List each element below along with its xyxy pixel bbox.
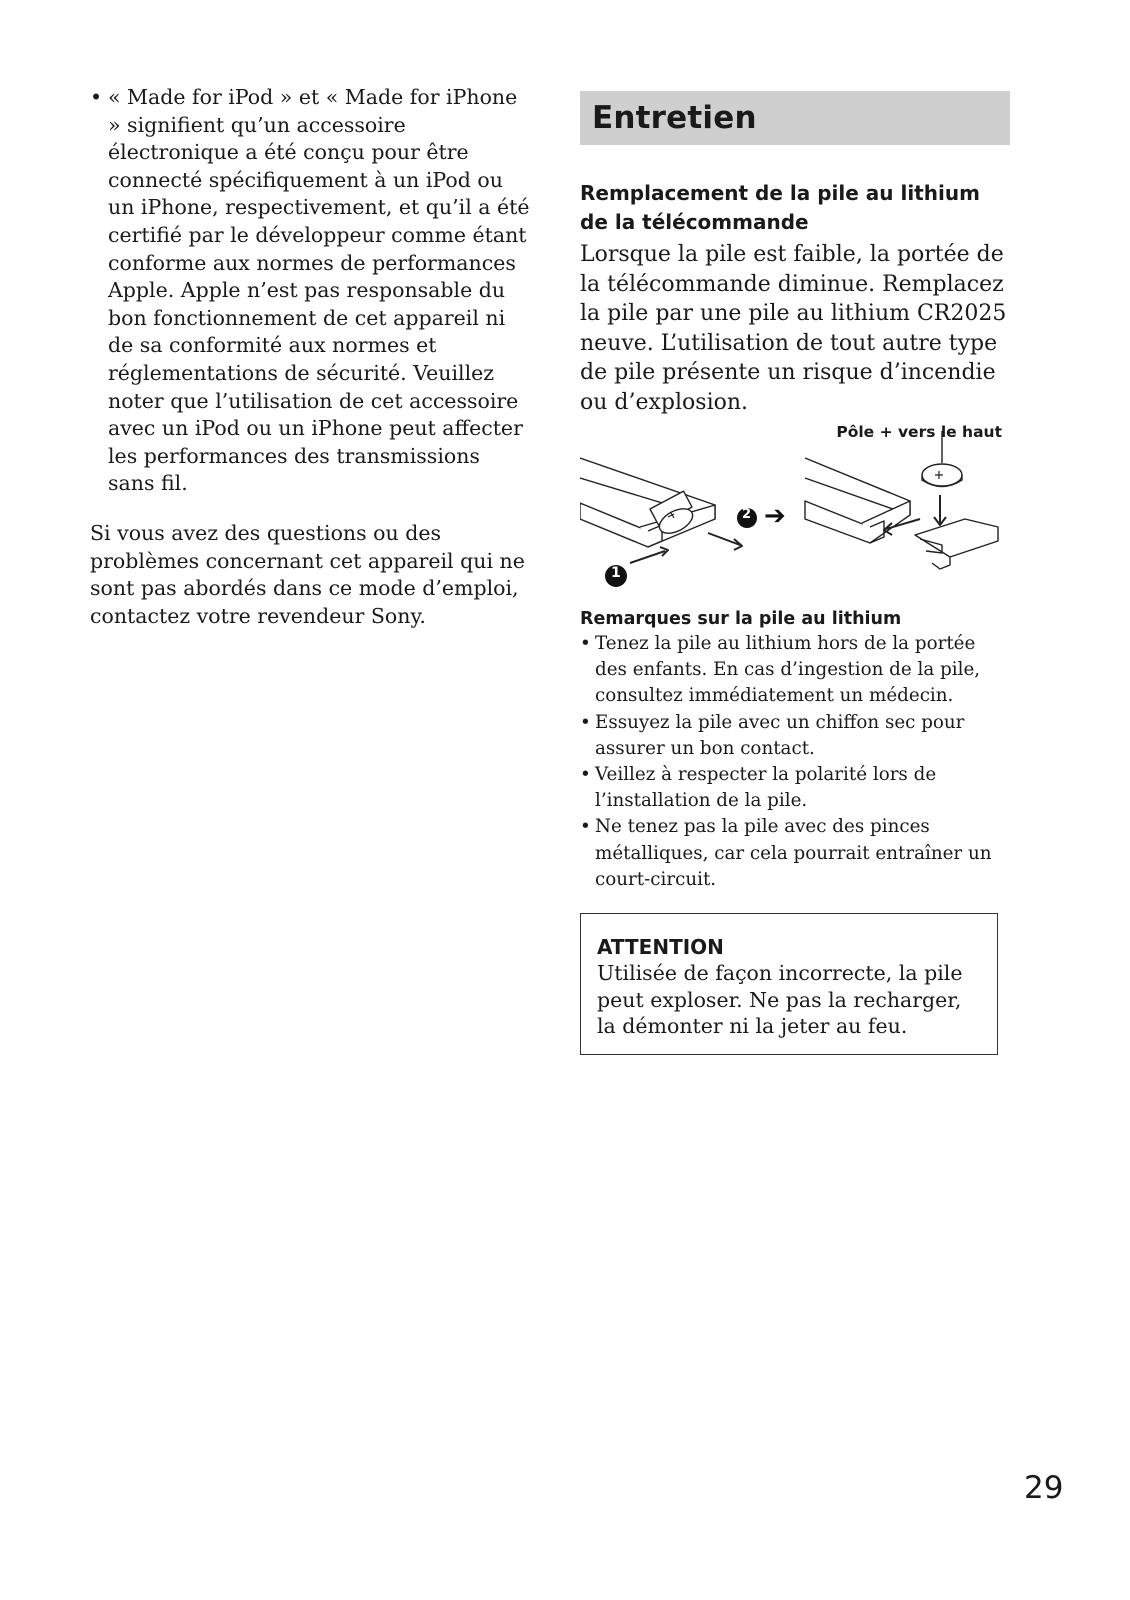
- note-text: Essuyez la pile avec un chiffon sec pour assurer un bon contact.: [595, 711, 965, 759]
- bullet-dot-icon: •: [580, 816, 591, 838]
- list-item: [580, 762, 1010, 814]
- remote-battery-illustration: [580, 423, 1010, 603]
- list-item: [580, 814, 1010, 893]
- step-2-label: 2: [742, 507, 752, 522]
- note-text: Veillez à respecter la polarité lors de l’installation de la pile.: [595, 764, 937, 812]
- list-item: [580, 631, 1010, 710]
- attention-box: [580, 913, 998, 1055]
- bullet-dot-icon: •: [580, 633, 591, 654]
- notes-heading: Remarques sur la pile au lithium: [580, 609, 902, 629]
- page-number: 29: [1024, 1470, 1064, 1506]
- contact-paragraph: Si vous avez des questions ou des problèmes concernant cet appareil qui ne sont pas abordés dans ce mode d’emploi, contactez votre revendeur Sony.: [90, 520, 525, 628]
- next-step-arrow-icon: ➔: [764, 501, 786, 531]
- left-column: [90, 84, 530, 630]
- section-banner: [580, 91, 1010, 145]
- bullet-dot-icon: •: [580, 764, 591, 786]
- subheading: Remplacement de la pile au lithium de la télécommande: [580, 181, 980, 234]
- section-title: Entretien: [592, 100, 757, 136]
- pole-up-caption: Pôle + vers le haut: [836, 423, 1002, 441]
- notes-list: [580, 631, 1010, 893]
- battery-replacement-figure: [580, 423, 1010, 603]
- step-1-label: 1: [611, 565, 621, 581]
- lead-paragraph: Lorsque la pile est faible, la portée de la télécommande diminue. Remplacez la pile par une pile au lithium CR2025 neuve. L’utilisation de tout autre type de pile présente un risque d’incendie ou d’explosion.: [580, 242, 1007, 415]
- list-item: [580, 710, 1010, 762]
- made-for-ipod-text: « Made for iPod » et « Made for iPhone » signifient qu’un accessoire électronique a été conçu pour être connecté spécifiquement à un iPod ou un iPhone, respectivement, et qu’il a été certifié par le développeur comme étant conforme aux normes de performances Apple. Apple n’est pas responsable du bon fonctionnement de cet appareil ni de sa conformité aux normes et réglementations de sécurité. Veuillez noter que l’utilisation de cet accessoire avec un iPod ou un iPhone peut affecter les performances des transmissions sans fil.: [108, 85, 530, 496]
- note-text: Tenez la pile au lithium hors de la portée des enfants. En cas d’ingestion de la pile, consultez immédiatement un médecin.: [595, 633, 981, 707]
- note-text: Ne tenez pas la pile avec des pinces métalliques, car cela pourrait entraîner un court-circuit.: [595, 816, 992, 890]
- attention-heading: ATTENTION: [597, 935, 724, 960]
- bullet-dot-icon: •: [580, 711, 591, 733]
- right-column: [580, 91, 1010, 1055]
- attention-text: Utilisée de façon incorrecte, la pile peut exploser. Ne pas la recharger, la démonter ni la jeter au feu.: [597, 961, 963, 1039]
- bullet-dot-icon: •: [90, 85, 103, 109]
- made-for-ipod-bullet: [90, 84, 530, 498]
